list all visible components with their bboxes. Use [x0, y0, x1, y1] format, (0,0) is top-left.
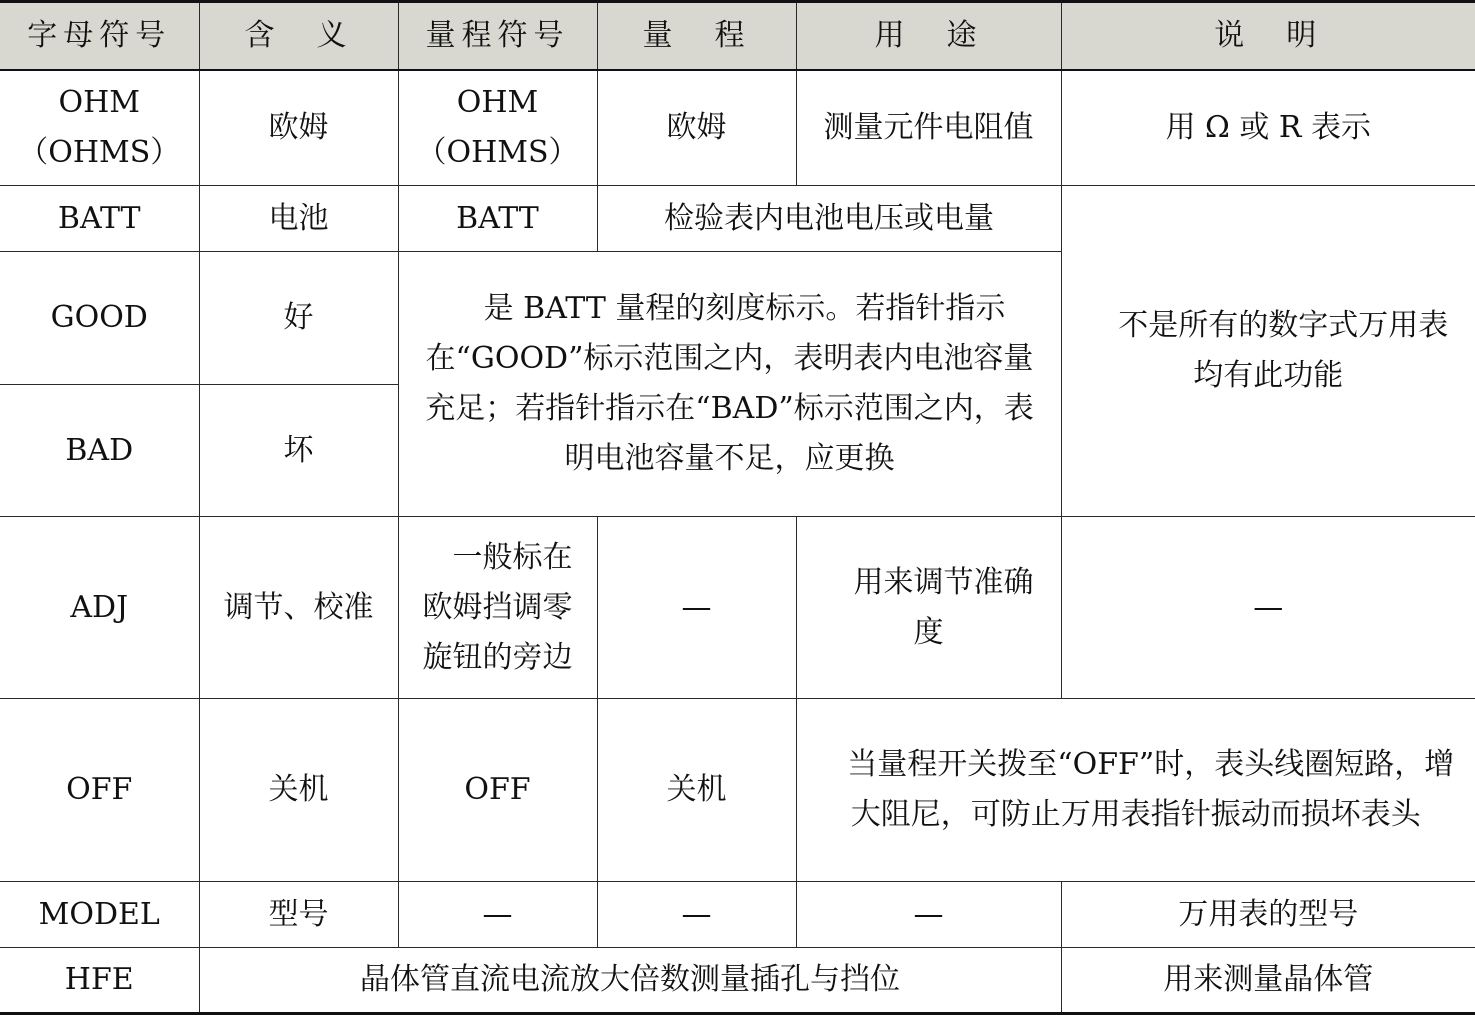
cell-range: — — [597, 517, 796, 699]
cell-range-symbol: BATT — [398, 186, 597, 252]
cell-range-symbol: OHM （OHMS） — [398, 70, 597, 186]
header-note: 说 明 — [1061, 2, 1475, 70]
cell-symbol: GOOD — [0, 252, 199, 385]
cell-meaning: 型号 — [199, 882, 398, 948]
table-row-adj — [0, 517, 1475, 699]
cell-range-symbol: OFF — [398, 699, 597, 882]
cell-good-bad-description: 是 BATT 量程的刻度标示。若指针指示在“GOOD”标示范围之内，表明表内电池容量充足；若指针指示在“BAD”标示范围之内，表明电池容量不足，应更换 — [398, 252, 1061, 517]
cell-meaning: 调节、校准 — [199, 517, 398, 699]
header-meaning: 含 义 — [199, 2, 398, 70]
cell-symbol: BAD — [0, 385, 199, 517]
cell-meaning: 电池 — [199, 186, 398, 252]
table-row-off — [0, 699, 1475, 882]
header-row — [0, 2, 1475, 70]
cell-usage: 检验表内电池电压或电量 — [597, 186, 1061, 252]
cell-note: 用 Ω 或 R 表示 — [1061, 70, 1475, 186]
cell-symbol: BATT — [0, 186, 199, 252]
cell-meaning: 关机 — [199, 699, 398, 882]
cell-note: 用来测量晶体管 — [1061, 948, 1475, 1014]
cell-symbol: MODEL — [0, 882, 199, 948]
cell-meaning: 好 — [199, 252, 398, 385]
table-row-batt — [0, 186, 1475, 252]
cell-symbol: HFE — [0, 948, 199, 1014]
cell-meaning: 晶体管直流电流放大倍数测量插孔与挡位 — [199, 948, 1061, 1014]
cell-range: 关机 — [597, 699, 796, 882]
cell-usage: 测量元件电阻值 — [796, 70, 1061, 186]
cell-range-symbol: — — [398, 882, 597, 948]
cell-usage: 用来调节准确度 — [796, 517, 1061, 699]
cell-meaning: 坏 — [199, 385, 398, 517]
header-letter-symbol: 字母符号 — [0, 2, 199, 70]
header-range-symbol: 量程符号 — [398, 2, 597, 70]
cell-range: — — [597, 882, 796, 948]
cell-symbol: ADJ — [0, 517, 199, 699]
cell-note: 万用表的型号 — [1061, 882, 1475, 948]
cell-range-symbol: 一般标在欧姆挡调零旋钮的旁边 — [398, 517, 597, 699]
cell-note-battery-feature: 不是所有的数字式万用表均有此功能 — [1061, 186, 1475, 517]
cell-meaning: 欧姆 — [199, 70, 398, 186]
cell-symbol: OFF — [0, 699, 199, 882]
cell-usage: — — [796, 882, 1061, 948]
cell-usage: 当量程开关拨至“OFF”时，表头线圈短路，增大阻尼，可防止万用表指针振动而损坏表头 — [796, 699, 1475, 882]
cell-note: — — [1061, 517, 1475, 699]
header-range: 量 程 — [597, 2, 796, 70]
table-row-hfe — [0, 948, 1475, 1014]
cell-range: 欧姆 — [597, 70, 796, 186]
table-row-model — [0, 882, 1475, 948]
table-row-ohm — [0, 70, 1475, 186]
header-usage: 用 途 — [796, 2, 1061, 70]
cell-symbol: OHM （OHMS） — [0, 70, 199, 186]
